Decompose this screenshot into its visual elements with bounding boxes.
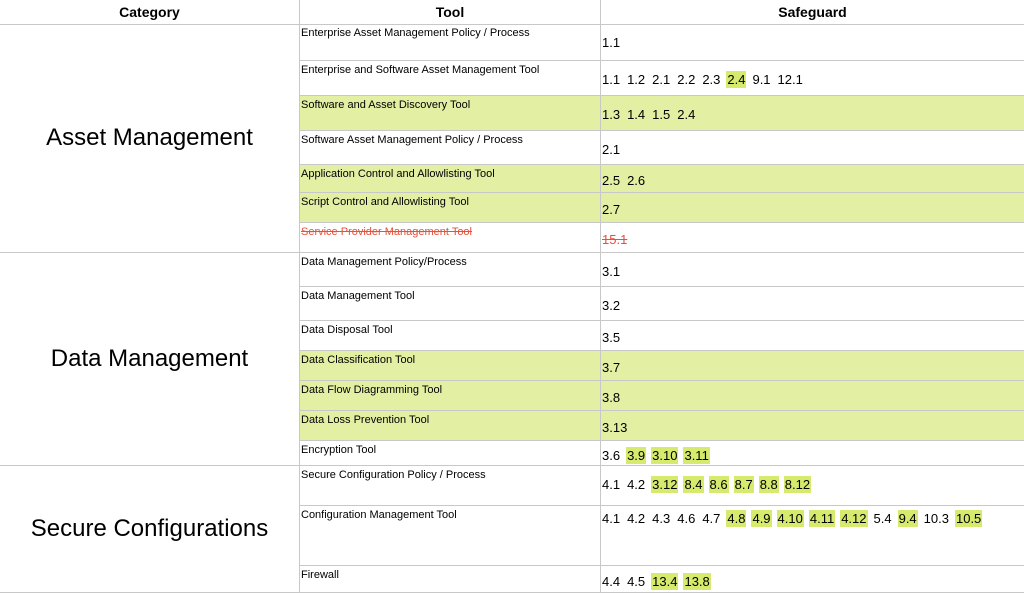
tool-name: Software and Asset Discovery Tool <box>301 99 471 111</box>
safeguard-id: 3.2 <box>602 298 621 313</box>
category-asset-management: Asset Management <box>0 24 299 253</box>
safeguard-id: 4.9 <box>752 511 771 526</box>
safeguard-list <box>601 419 633 436</box>
tool-name: Data Classification Tool <box>301 354 416 366</box>
tool-name: Application Control and Allowlisting Tool <box>301 168 495 180</box>
table-row <box>300 381 1024 411</box>
safeguard-id: 1.2 <box>627 72 646 87</box>
safeguard-id: 1.4 <box>627 107 646 122</box>
table-row <box>300 287 1024 321</box>
safeguard-id: 9.1 <box>752 72 771 87</box>
category-data-management: Data Management <box>0 253 299 466</box>
tool-name: Software Asset Management Policy / Process <box>301 134 523 146</box>
safeguard-id: 4.4 <box>602 573 621 589</box>
safeguard-id: 1.1 <box>602 72 621 87</box>
safeguard-id: 13.4 <box>652 573 678 589</box>
safeguard-id: 3.9 <box>627 447 646 463</box>
safeguard-list <box>601 34 626 51</box>
safeguard-id: 9.4 <box>898 511 917 526</box>
table-row <box>300 351 1024 381</box>
safeguard-list <box>601 106 701 123</box>
safeguard-id: 4.2 <box>627 511 646 526</box>
safeguard-id: 4.11 <box>809 511 835 526</box>
table-row <box>300 24 1024 61</box>
safeguard-id: 3.12 <box>652 477 678 492</box>
table-row <box>300 566 1024 593</box>
table-row <box>300 441 1024 466</box>
safeguard-id: 10.5 <box>955 511 982 526</box>
safeguard-list <box>601 510 987 527</box>
safeguard-id: 8.7 <box>734 477 753 492</box>
safeguard-id: 2.4 <box>677 107 696 122</box>
safeguard-id: 4.2 <box>627 477 646 492</box>
safeguard-list <box>601 297 626 314</box>
table-row <box>300 96 1024 131</box>
header-row <box>0 0 1024 25</box>
safeguard-id: 4.8 <box>727 511 746 526</box>
header-tool: Tool <box>435 4 465 20</box>
table-row <box>300 61 1024 96</box>
table-row <box>300 506 1024 566</box>
safeguard-id: 4.5 <box>627 573 646 589</box>
safeguard-list <box>601 231 633 248</box>
tool-name: Secure Configuration Policy / Process <box>301 469 486 481</box>
safeguard-id: 2.5 <box>602 173 621 188</box>
safeguard-id: 13.8 <box>684 573 710 589</box>
safeguard-id: 4.3 <box>652 511 671 526</box>
safeguard-id: 2.3 <box>702 72 721 87</box>
safeguard-id: 3.8 <box>602 390 621 405</box>
safeguard-id: 8.12 <box>784 477 811 492</box>
safeguard-id: 3.10 <box>652 447 678 463</box>
column-divider-1 <box>299 0 300 593</box>
table-row <box>300 193 1024 223</box>
safeguard-list <box>601 263 626 280</box>
safeguard-list <box>601 329 626 346</box>
safeguard-id: 8.6 <box>709 477 728 492</box>
table-row <box>300 253 1024 287</box>
safeguard-id: 2.1 <box>652 72 671 87</box>
safeguard-id: 1.5 <box>652 107 671 122</box>
safeguard-id: 4.12 <box>841 511 867 526</box>
safeguard-list <box>601 71 809 88</box>
safeguard-id: 4.10 <box>777 511 803 526</box>
safeguard-list <box>601 447 715 464</box>
header-safeguard: Safeguard <box>778 4 847 20</box>
safeguard-id: 3.5 <box>602 330 621 345</box>
tool-name: Enterprise and Software Asset Management Tool <box>301 64 540 76</box>
safeguard-id: 2.2 <box>677 72 696 87</box>
safeguard-id: 12.1 <box>777 72 803 87</box>
tool-name: Firewall <box>301 569 339 581</box>
safeguard-id: 8.4 <box>684 477 703 492</box>
tool-name: Service Provider Management Tool <box>301 226 472 238</box>
tool-name: Data Loss Prevention Tool <box>301 414 430 426</box>
safeguard-id: 5.4 <box>873 511 892 526</box>
table-row <box>300 466 1024 506</box>
safeguard-id: 2.6 <box>627 173 646 188</box>
tool-name: Configuration Management Tool <box>301 509 457 521</box>
table-row <box>300 165 1024 193</box>
column-divider-2 <box>600 0 601 593</box>
table-row <box>300 321 1024 351</box>
tool-name: Data Flow Diagramming Tool <box>301 384 443 396</box>
safeguard-id: 2.4 <box>727 72 746 87</box>
safeguard-id: 3.6 <box>602 447 621 463</box>
safeguard-id: 4.1 <box>602 511 621 526</box>
tool-name: Data Management Tool <box>301 290 415 302</box>
safeguard-list <box>601 172 651 189</box>
safeguard-id: 4.7 <box>702 511 721 526</box>
safeguard-id: 4.1 <box>602 477 621 492</box>
safeguard-id: 2.1 <box>602 142 621 157</box>
safeguard-id: 1.3 <box>602 107 621 122</box>
safeguard-list <box>601 476 816 493</box>
tool-name: Data Disposal Tool <box>301 324 393 336</box>
safeguard-id: 3.1 <box>602 264 621 279</box>
safeguard-id: 4.6 <box>677 511 696 526</box>
safeguard-list <box>601 141 626 158</box>
table-row <box>300 131 1024 165</box>
tool-name: Script Control and Allowlisting Tool <box>301 196 469 208</box>
safeguard-id: 3.11 <box>684 447 709 463</box>
header-category: Category <box>119 4 180 20</box>
safeguard-id: 8.8 <box>759 477 778 492</box>
tool-name: Enterprise Asset Management Policy / Process <box>301 27 530 39</box>
tool-name: Data Management Policy/Process <box>301 256 467 268</box>
safeguard-id: 3.7 <box>602 360 621 375</box>
category-secure-configurations: Secure Configurations <box>0 466 299 593</box>
safeguard-id: 2.7 <box>602 202 621 217</box>
tool-name: Encryption Tool <box>301 444 377 456</box>
safeguard-list <box>601 573 716 590</box>
safeguard-list <box>601 389 626 406</box>
safeguard-list <box>601 359 626 376</box>
safeguard-id: 15.1 <box>602 232 628 247</box>
table-row <box>300 411 1024 441</box>
safeguard-id: 1.1 <box>602 35 621 50</box>
table-row <box>300 223 1024 253</box>
safeguard-list <box>601 201 626 218</box>
safeguard-id: 10.3 <box>923 511 949 526</box>
safeguard-id: 3.13 <box>602 420 628 435</box>
